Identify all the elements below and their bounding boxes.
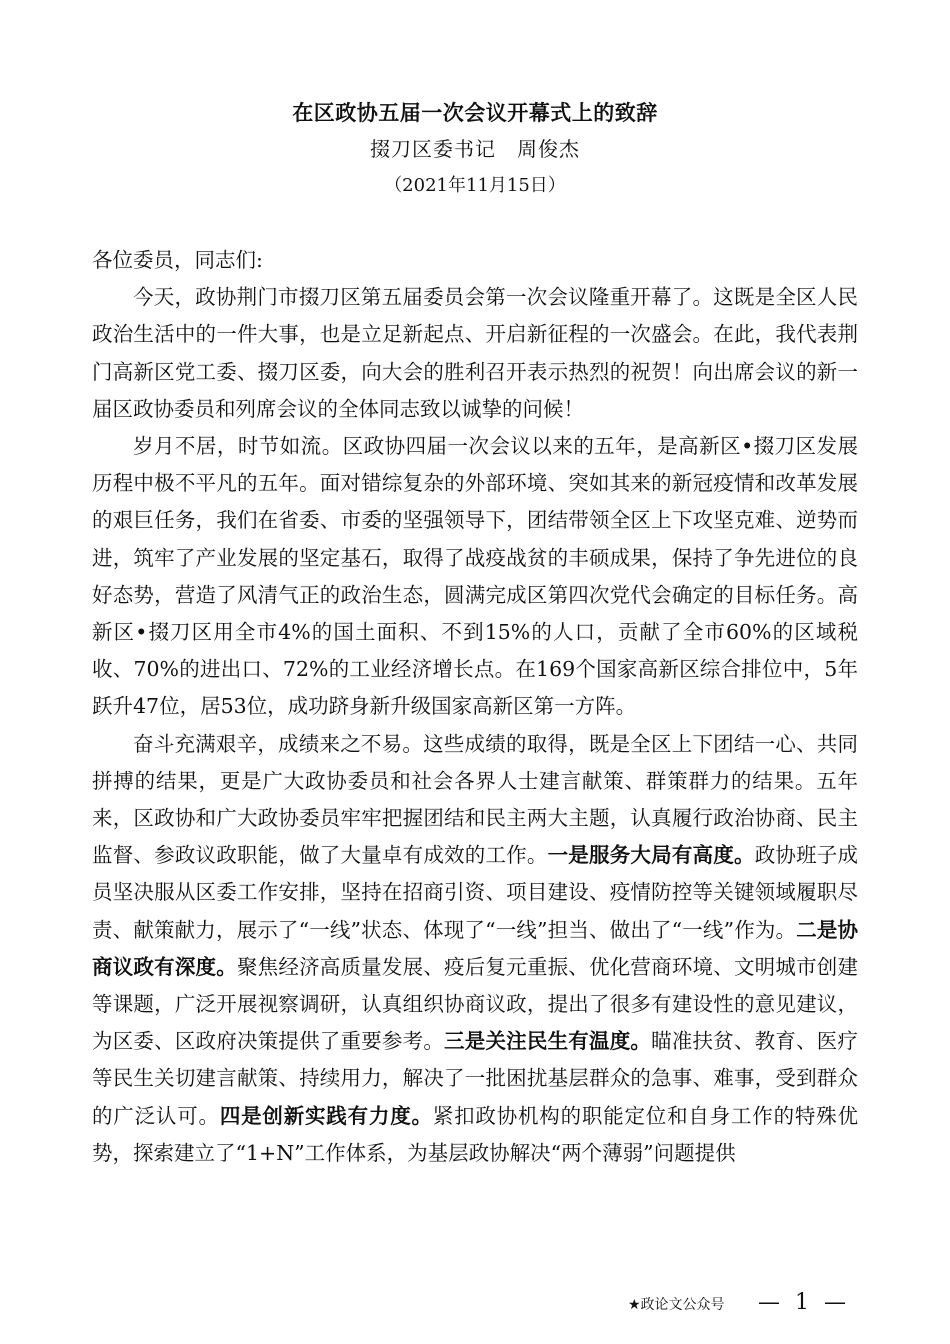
salutation: 各位委员，同志们: xyxy=(92,248,263,272)
point-1-text: 政协班子成员坚决服从区委工作安排，坚持在招商引资、项目建设、疫情防控等关键领域履职尽责、献策献力，展示了“一线”状态、体现了“一线”担当、做出了“一线”作为。 xyxy=(92,843,859,942)
speech-author: 掇刀区委书记 周俊杰 xyxy=(370,137,580,161)
speech-title: 在区政协五届一次会议开幕式上的致辞 xyxy=(292,100,658,125)
point-2-text: 聚焦经济高质量发展、疫后复元重振、优化营商环境、文明城市创建等课题，广泛开展视察调研，认真组织协商议政，提出了很多有建设性的意见建议，为区委、区政府决策提供了重要参考。 xyxy=(92,954,859,1054)
speech-body xyxy=(92,242,858,1172)
point-3-heading: 三是关注民生有温度。 xyxy=(444,1029,652,1054)
paragraph-1: 今天，政协荆门市掇刀区第五届委员会第一次会议隆重开幕了。这既是全区人民政治生活中的一件大事，也是立足新起点、开启新征程的一次盛会。在此，我代表荆门高新区党工委、掇刀区委，向大会的胜利召开表示热烈的祝贺！向出席会议的新一届区政协委员和列席会议的全体同志致以诚挚的问候！ xyxy=(92,285,858,421)
page-number: — 1 — xyxy=(758,1290,850,1315)
point-3-text: 瞄准扶贫、教育、医疗等民生关切建言献策、持续用力，解决了一批困扰基层群众的急事、难事，受到群众的广泛认可。 xyxy=(92,1029,859,1128)
point-1-heading: 一是服务大局有高度。 xyxy=(547,843,755,868)
paragraph-3 xyxy=(92,726,858,1172)
paragraph-2: 岁月不居，时节如流。区政协四届一次会议以来的五年，是高新区•掇刀区发展历程中极不平凡的五年。面对错综复杂的外部环境、突如其来的新冠疫情和改革发展的艰巨任务，我们在省委、市委的坚强领导下，团结带领全区上下攻坚克难、逆势而进，筑牢了产业发展的坚定基石，取得了战疫战贫的丰硕成果，保持了争先进位的良好态势，营造了风清气正的政治生态，圆满完成区第四次党代会确定的目标任务。高新区•掇刀区用全市4%的国土面积、不到15%的人口，贡献了全市60%的区域税收、70%的进出口、72%的工业经济增长点。在169个国家高新区综合排位中，5年跃升47位，居53位，成功跻身新升级国家高新区第一方阵。 xyxy=(92,434,858,719)
paragraph-3-intro: 奋斗充满艰辛，成绩来之不易。这些成绩的取得，既是全区上下团结一心、共同拼搏的结果，更是广大政协委员和社会各界人士建言献策、群策群力的结果。五年来，区政协和广大政协委员牢牢把握团结和民主两大主题，认真履行政治协商、民主监督、参政议政职能，做了大量卓有成效的工作。 xyxy=(92,731,858,868)
point-2-heading: 二是协商议政有深度。 xyxy=(92,917,859,979)
point-4-heading: 四是创新实践有力度。 xyxy=(219,1103,433,1128)
point-4-text: 紧扣政协机构的职能定位和自身工作的特殊优势，探索建立了“1+N”工作体系，为基层政协解决“两个薄弱”问题提供 xyxy=(92,1103,859,1165)
speech-date: （2021年11月15日） xyxy=(384,175,566,196)
footer-brand: ★政论文公众号 xyxy=(628,1297,725,1313)
